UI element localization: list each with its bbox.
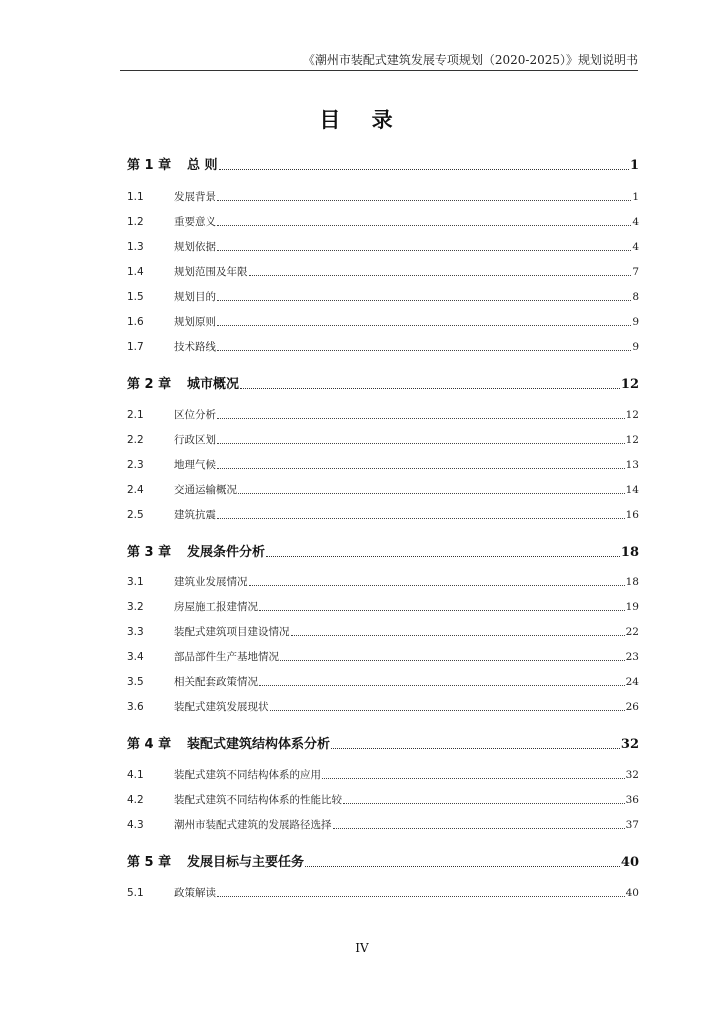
section-page-number: 23	[625, 651, 639, 663]
chapter-title: 发展条件分析	[187, 545, 266, 560]
section-title: 部品部件生产基地情况	[174, 651, 279, 663]
section-number: 3.6	[127, 701, 144, 713]
section-page-number: 14	[625, 484, 639, 496]
section-page-number: 26	[625, 701, 639, 713]
section-page-number: 24	[625, 676, 639, 688]
toc-section-entry[interactable]	[127, 767, 639, 782]
toc-section-entry[interactable]	[127, 339, 639, 354]
chapter-page-number: 1	[629, 158, 639, 173]
chapter-page-number: 12	[620, 377, 639, 392]
section-title: 装配式建筑不同结构体系的性能比较	[174, 794, 342, 806]
chapter-label: 第 4 章	[127, 737, 172, 752]
section-number: 1.1	[127, 191, 144, 203]
section-title: 装配式建筑不同结构体系的应用	[174, 769, 321, 781]
section-title: 交通运输概况	[174, 484, 237, 496]
section-number: 2.5	[127, 509, 144, 521]
dot-leader	[249, 275, 632, 276]
toc-chapter-entry[interactable]	[127, 373, 639, 392]
section-page-number: 4	[632, 216, 639, 228]
dot-leader	[343, 803, 625, 804]
toc-chapter-entry[interactable]	[127, 154, 639, 173]
dot-leader	[249, 585, 625, 586]
toc-section-entry[interactable]	[127, 264, 639, 279]
toc-chapter-entry[interactable]	[127, 851, 639, 870]
section-number: 1.5	[127, 291, 144, 303]
section-title: 发展背景	[174, 191, 216, 203]
dot-leader	[238, 493, 625, 494]
section-title: 建筑抗震	[174, 509, 216, 521]
dot-leader	[259, 610, 625, 611]
dot-leader	[217, 325, 631, 326]
section-title: 相关配套政策情况	[174, 676, 258, 688]
section-number: 5.1	[127, 887, 144, 899]
section-number: 2.1	[127, 409, 144, 421]
chapter-page-number: 40	[620, 855, 639, 870]
toc-section-entry[interactable]	[127, 649, 639, 664]
chapter-title: 城市概况	[187, 377, 240, 392]
section-title: 建筑业发展情况	[174, 576, 248, 588]
section-title: 规划原则	[174, 316, 216, 328]
chapter-page-number: 32	[620, 737, 639, 752]
section-number: 1.2	[127, 216, 144, 228]
toc-section-entry[interactable]	[127, 239, 639, 254]
toc-section-entry[interactable]	[127, 674, 639, 689]
dot-leader	[280, 660, 625, 661]
toc-section-entry[interactable]	[127, 407, 639, 422]
chapter-label: 第 1 章	[127, 158, 172, 173]
dot-leader	[217, 418, 625, 419]
section-title: 重要意义	[174, 216, 216, 228]
toc-section-entry[interactable]	[127, 599, 639, 614]
section-number: 1.3	[127, 241, 144, 253]
dot-leader	[322, 778, 625, 779]
section-page-number: 32	[625, 769, 639, 781]
section-number: 1.4	[127, 266, 144, 278]
toc-section-entry[interactable]	[127, 817, 639, 832]
toc-section-entry[interactable]	[127, 574, 639, 589]
toc-section-entry[interactable]	[127, 885, 639, 900]
toc-section-entry[interactable]	[127, 189, 639, 204]
toc-section-entry[interactable]	[127, 699, 639, 714]
section-title: 规划依据	[174, 241, 216, 253]
toc-section-entry[interactable]	[127, 792, 639, 807]
section-number: 3.4	[127, 651, 144, 663]
section-number: 4.3	[127, 819, 144, 831]
toc-section-entry[interactable]	[127, 289, 639, 304]
section-number: 3.3	[127, 626, 144, 638]
section-page-number: 13	[625, 459, 639, 471]
section-number: 2.4	[127, 484, 144, 496]
running-header: 《潮州市装配式建筑发展专项规划（2020-2025）》规划说明书	[302, 53, 638, 67]
section-page-number: 12	[625, 409, 639, 421]
toc-section-entry[interactable]	[127, 482, 639, 497]
section-page-number: 37	[625, 819, 639, 831]
section-title: 规划范围及年限	[174, 266, 248, 278]
toc-section-entry[interactable]	[127, 314, 639, 329]
section-number: 1.7	[127, 341, 144, 353]
dot-leader	[240, 388, 620, 389]
section-title: 技术路线	[174, 341, 216, 353]
section-title: 规划目的	[174, 291, 216, 303]
toc-section-entry[interactable]	[127, 624, 639, 639]
section-page-number: 18	[625, 576, 639, 588]
section-title: 潮州市装配式建筑的发展路径选择	[174, 819, 332, 831]
section-page-number: 12	[625, 434, 639, 446]
section-number: 3.5	[127, 676, 144, 688]
section-number: 2.3	[127, 459, 144, 471]
dot-leader	[219, 169, 629, 170]
toc-chapter-entry[interactable]	[127, 541, 639, 560]
chapter-page-number: 18	[620, 545, 639, 560]
section-number: 3.2	[127, 601, 144, 613]
section-title: 装配式建筑发展现状	[174, 701, 269, 713]
section-number: 2.2	[127, 434, 144, 446]
section-page-number: 9	[632, 341, 639, 353]
section-page-number: 16	[625, 509, 639, 521]
dot-leader	[331, 748, 620, 749]
dot-leader	[217, 200, 631, 201]
section-number: 1.6	[127, 316, 144, 328]
dot-leader	[270, 710, 625, 711]
chapter-title: 装配式建筑结构体系分析	[187, 737, 331, 752]
section-number: 4.1	[127, 769, 144, 781]
dot-leader	[217, 443, 625, 444]
dot-leader	[266, 556, 620, 557]
dot-leader	[291, 635, 625, 636]
dot-leader	[217, 518, 625, 519]
section-title: 房屋施工报建情况	[174, 601, 258, 613]
dot-leader	[305, 866, 620, 867]
dot-leader	[217, 250, 631, 251]
dot-leader	[217, 300, 631, 301]
section-title: 行政区划	[174, 434, 216, 446]
section-page-number: 9	[632, 316, 639, 328]
toc-chapter-entry[interactable]	[127, 733, 639, 752]
chapter-title: 总 则	[187, 158, 218, 173]
chapter-title: 发展目标与主要任务	[187, 855, 305, 870]
dot-leader	[217, 468, 625, 469]
header-divider	[120, 70, 638, 71]
section-page-number: 7	[632, 266, 639, 278]
section-number: 4.2	[127, 794, 144, 806]
chapter-label: 第 2 章	[127, 377, 172, 392]
section-page-number: 4	[632, 241, 639, 253]
chapter-label: 第 3 章	[127, 545, 172, 560]
section-page-number: 8	[632, 291, 639, 303]
chapter-label: 第 5 章	[127, 855, 172, 870]
dot-leader	[217, 896, 625, 897]
page-number: IV	[355, 941, 369, 955]
section-page-number: 22	[625, 626, 639, 638]
dot-leader	[217, 225, 631, 226]
section-page-number: 40	[625, 887, 639, 899]
dot-leader	[333, 828, 625, 829]
section-page-number: 1	[632, 191, 639, 203]
toc-section-entry[interactable]	[127, 214, 639, 229]
section-page-number: 36	[625, 794, 639, 806]
toc-section-entry[interactable]	[127, 507, 639, 522]
section-title: 装配式建筑项目建设情况	[174, 626, 290, 638]
section-number: 3.1	[127, 576, 144, 588]
section-title: 区位分析	[174, 409, 216, 421]
section-title: 政策解读	[174, 887, 216, 899]
toc-section-entry[interactable]	[127, 457, 639, 472]
dot-leader	[259, 685, 625, 686]
section-title: 地理气候	[174, 459, 216, 471]
section-page-number: 19	[625, 601, 639, 613]
toc-section-entry[interactable]	[127, 432, 639, 447]
page-title: 目 录	[319, 108, 405, 132]
dot-leader	[217, 350, 631, 351]
